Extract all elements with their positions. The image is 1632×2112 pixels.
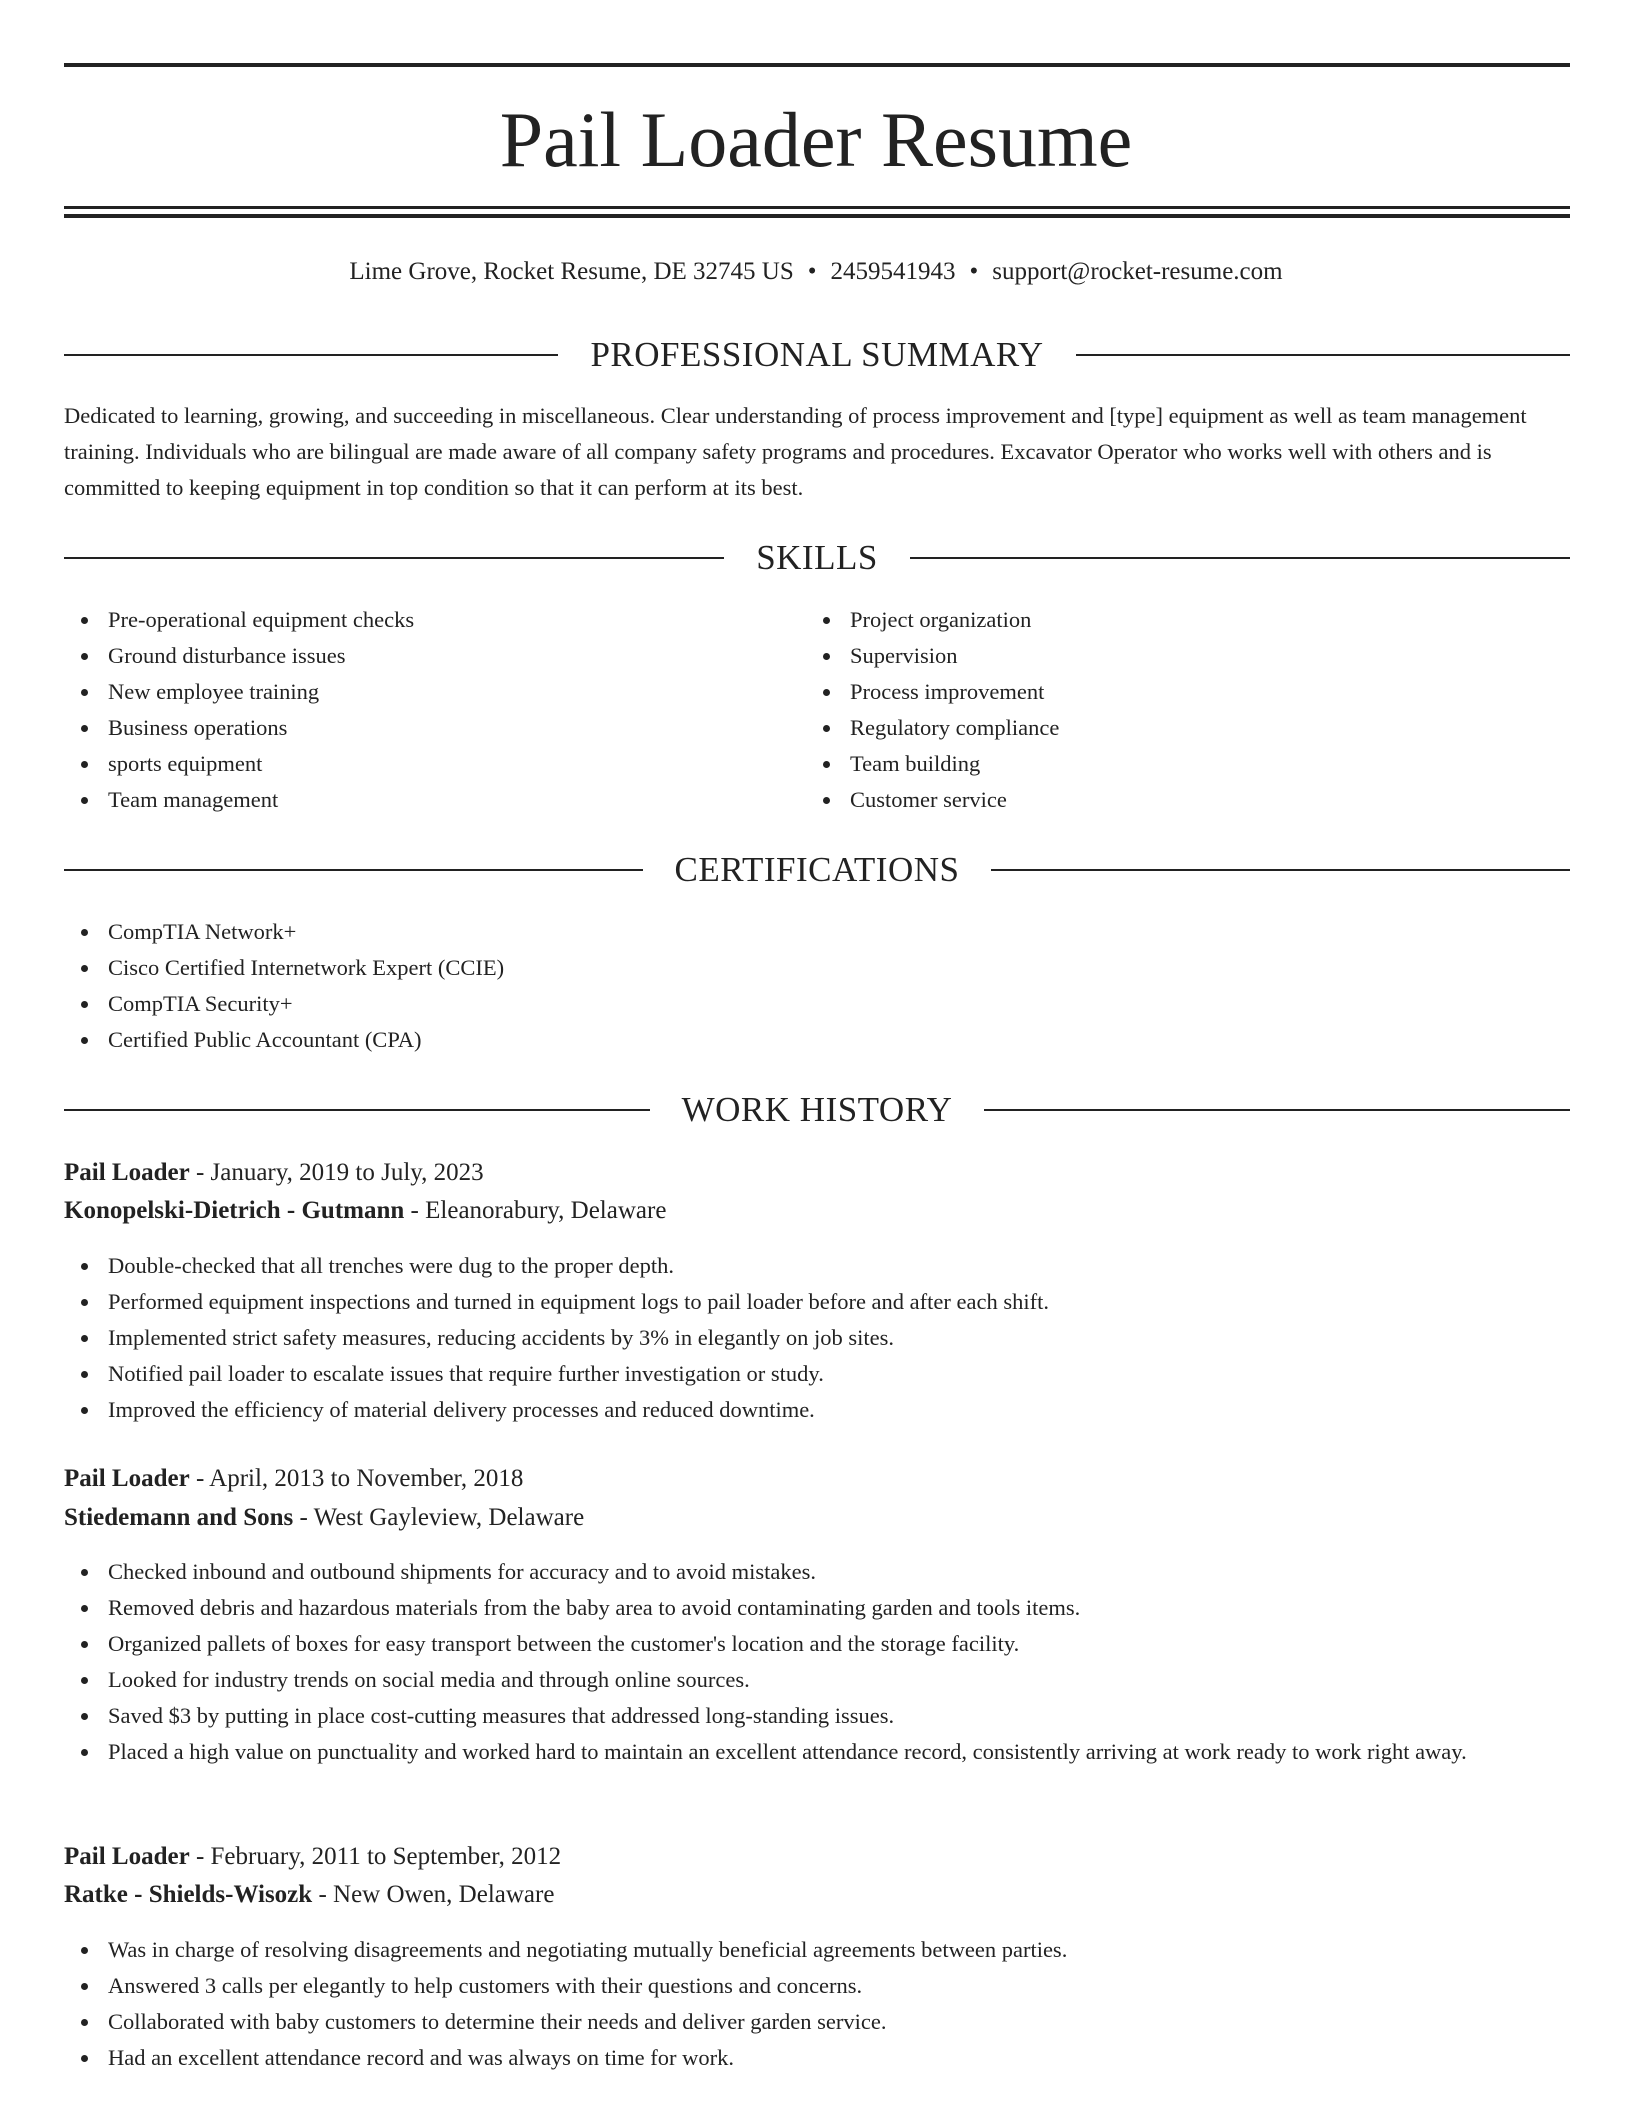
job-title-line: Pail Loader - January, 2019 to July, 2023: [64, 1159, 484, 1186]
job-bullet: Placed a high value on punctuality and worked hard to maintain an excellent attendance record, consistently arriving at work ready to work right away.: [64, 1734, 1574, 1770]
job-bullet: Improved the efficiency of material delivery processes and reduced downtime.: [64, 1392, 1574, 1428]
skill-item: Customer service: [806, 782, 1526, 818]
job-dates: February, 2011 to September, 2012: [210, 1843, 562, 1870]
job-location: Eleanorabury, Delaware: [425, 1197, 667, 1224]
summary-heading: [64, 331, 1570, 379]
job-bullet: Implemented strict safety measures, reducing accidents by 3% in elegantly on job sites.: [64, 1320, 1574, 1356]
certification-item: Cisco Certified Internetwork Expert (CCIE): [64, 950, 1574, 986]
skill-item: Regulatory compliance: [806, 710, 1526, 746]
contact-line: [0, 254, 1632, 290]
job-company: Ratke - Shields-Wisozk: [64, 1881, 313, 1908]
job-title: Pail Loader: [64, 1159, 190, 1186]
skills-list-right: [806, 602, 1526, 818]
job-company-line: Stiedemann and Sons - West Gayleview, Delaware: [64, 1504, 585, 1531]
job-bullet: Notified pail loader to escalate issues that require further investigation or study.: [64, 1356, 1574, 1392]
job-bullet: Removed debris and hazardous materials from the baby area to avoid contaminating garden and tools items.: [64, 1590, 1574, 1626]
resume-title: Pail Loader Resume: [499, 96, 1133, 183]
job-bullet: Had an excellent attendance record and was always on time for work.: [64, 2040, 1574, 2076]
job-bullet: Collaborated with baby customers to determine their needs and deliver garden service.: [64, 2004, 1574, 2040]
job-bullets: [64, 1248, 1574, 1428]
skill-item: New employee training: [64, 674, 784, 710]
job-location: New Owen, Delaware: [333, 1881, 555, 1908]
job-dates: January, 2019 to July, 2023: [210, 1159, 484, 1186]
certification-item: Certified Public Accountant (CPA): [64, 1022, 1574, 1058]
job-bullet: Saved $3 by putting in place cost-cutting measures that addressed long-standing issues.: [64, 1698, 1574, 1734]
summary-text: Dedicated to learning, growing, and succeeding in miscellaneous. Clear understanding of process improvement and [type] equipment as well as team management training. Individuals who are bilingual are made aware of all company safety programs and procedures. Excavator Operator who works well with others and is committed to keeping equipment in top condition so that it can perform at its best.: [64, 403, 1527, 500]
heading-rule-right: [991, 869, 1570, 871]
certification-item: CompTIA Network+: [64, 914, 1574, 950]
job-bullet: Answered 3 calls per elegantly to help customers with their questions and concerns.: [64, 1968, 1574, 2004]
job-bullet: Checked inbound and outbound shipments for accuracy and to avoid mistakes.: [64, 1554, 1574, 1590]
certifications-list: [64, 914, 1574, 1058]
skills-heading: [64, 534, 1570, 582]
contact-separator: •: [807, 258, 817, 285]
certifications-heading: [64, 846, 1570, 894]
heading-rule-left: [64, 1109, 650, 1111]
certification-item: CompTIA Security+: [64, 986, 1574, 1022]
heading-rule-right: [910, 557, 1570, 559]
job-bullet: Organized pallets of boxes for easy transport between the customer's location and the storage facility.: [64, 1626, 1574, 1662]
skill-item: Team management: [64, 782, 784, 818]
heading-rule-right: [1076, 354, 1570, 356]
job-title-line: Pail Loader - February, 2011 to September, 2012: [64, 1843, 562, 1870]
summary-heading-label: PROFESSIONAL SUMMARY: [590, 335, 1044, 374]
skill-item: Business operations: [64, 710, 784, 746]
job-bullet: Performed equipment inspections and turned in equipment logs to pail loader before and after each shift.: [64, 1284, 1574, 1320]
skill-item: Supervision: [806, 638, 1526, 674]
skills-list-left: [64, 602, 784, 818]
job-location: West Gayleview, Delaware: [313, 1504, 585, 1531]
header-rule-upper: [64, 206, 1570, 209]
job-bullets: [64, 1554, 1574, 1770]
skill-item: sports equipment: [64, 746, 784, 782]
contact-address: Lime Grove, Rocket Resume, DE 32745 US: [349, 258, 794, 285]
job-title: Pail Loader: [64, 1465, 190, 1492]
job-company: Konopelski-Dietrich - Gutmann: [64, 1197, 405, 1224]
job-bullet: Looked for industry trends on social media and through online sources.: [64, 1662, 1574, 1698]
job-bullet: Double-checked that all trenches were dug to the proper depth.: [64, 1248, 1574, 1284]
certifications-heading-label: CERTIFICATIONS: [674, 850, 960, 889]
skills-heading-label: SKILLS: [756, 538, 878, 577]
job-title-line: Pail Loader - April, 2013 to November, 2018: [64, 1465, 524, 1492]
header-top-rule: [64, 63, 1570, 67]
job-bullets: [64, 1932, 1574, 2076]
contact-phone: 2459541943: [830, 258, 956, 285]
job-company: Stiedemann and Sons: [64, 1504, 294, 1531]
skill-item: Team building: [806, 746, 1526, 782]
skill-item: Project organization: [806, 602, 1526, 638]
job-company-line: Ratke - Shields-Wisozk - New Owen, Delaware: [64, 1881, 555, 1908]
header-rule-lower: [64, 214, 1570, 218]
skill-item: Pre-operational equipment checks: [64, 602, 784, 638]
heading-rule-left: [64, 869, 643, 871]
job-title: Pail Loader: [64, 1843, 190, 1870]
skill-item: Process improvement: [806, 674, 1526, 710]
job-company-line: Konopelski-Dietrich - Gutmann - Eleanorabury, Delaware: [64, 1197, 667, 1224]
work-history-heading: [64, 1086, 1570, 1134]
job-dates: April, 2013 to November, 2018: [209, 1465, 524, 1492]
heading-rule-left: [64, 354, 558, 356]
heading-rule-right: [984, 1109, 1570, 1111]
skill-item: Ground disturbance issues: [64, 638, 784, 674]
work-history-heading-label: WORK HISTORY: [681, 1090, 953, 1129]
heading-rule-left: [64, 557, 724, 559]
job-bullet: Was in charge of resolving disagreements and negotiating mutually beneficial agreements between parties.: [64, 1932, 1574, 1968]
contact-email: support@rocket-resume.com: [992, 258, 1283, 285]
contact-separator: •: [969, 258, 979, 285]
